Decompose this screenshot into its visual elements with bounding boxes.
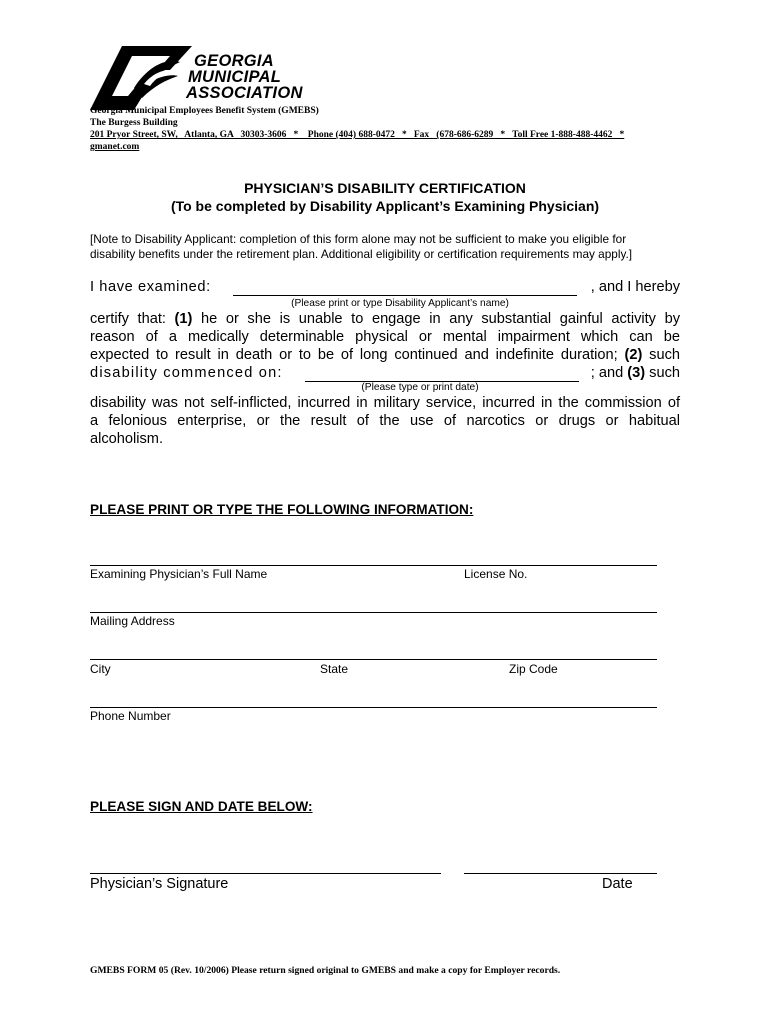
phone-number-line[interactable] — [90, 707, 657, 708]
applicant-name-field[interactable] — [233, 279, 577, 296]
commenced-prefix: disability commenced on: — [90, 365, 283, 381]
disability-date-caption: (Please type or print date) — [361, 382, 479, 393]
form-title: PHYSICIAN’S DISABILITY CERTIFICATION — [244, 180, 526, 196]
commenced-suffix: ; and (3) such — [590, 365, 680, 381]
website-link[interactable]: gmanet.com — [90, 142, 140, 152]
city-state-zip-line[interactable] — [90, 659, 657, 660]
mailing-address-line[interactable] — [90, 612, 657, 613]
license-label: License No. — [464, 567, 528, 581]
signature-line[interactable] — [90, 873, 441, 874]
mailing-address-label: Mailing Address — [90, 614, 175, 628]
certify-line-1: certify that: (1) he or she is unable to engage in any substantial gainful activity by — [90, 311, 680, 327]
phone-number-label: Phone Number — [90, 709, 171, 723]
applicant-note — [90, 232, 682, 262]
info-section-heading: PLEASE PRINT OR TYPE THE FOLLOWING INFORMATION: — [90, 502, 474, 517]
org-name: Georgia Municipal Employees Benefit System (GMEBS) — [90, 106, 319, 116]
certify-line-3: expected to result in death or to be of long continued and indefinite duration; (2) such — [90, 347, 680, 363]
certify-line-2: reason of a medically determinable physical or mental impairment which can be — [90, 329, 680, 345]
form-subtitle: (To be completed by Disability Applicant’s Examining Physician) — [170, 198, 600, 214]
sign-section-heading: PLEASE SIGN AND DATE BELOW: — [90, 799, 313, 814]
date-label: Date — [602, 876, 633, 892]
physician-name-line[interactable] — [90, 565, 657, 566]
p2-line-1: disability was not self-inflicted, incurred in military service, incurred in the commission of — [90, 395, 680, 411]
signature-label: Physician’s Signature — [90, 876, 229, 892]
form-footer: GMEBS FORM 05 (Rev. 10/2006) Please return signed original to GMEBS and make a copy for Employer records. — [90, 965, 561, 976]
date-line[interactable] — [464, 873, 657, 874]
applicant-name-caption: (Please print or type Disability Applicant’s name) — [291, 298, 509, 309]
logo-line-3: ASSOCIATION — [186, 84, 303, 102]
state-label: State — [320, 662, 349, 676]
note-line-2: disability benefits under the retirement plan. Additional eligibility or certification requirements may apply.] — [90, 247, 633, 261]
building-name: The Burgess Building — [90, 118, 178, 128]
gma-logo-mark — [88, 44, 198, 114]
physician-name-label: Examining Physician’s Full Name — [90, 567, 268, 581]
zip-code-label: Zip Code — [509, 662, 558, 676]
note-line-1: [Note to Disability Applicant: completion of this form alone may not be sufficient to make you eligible for — [90, 232, 627, 246]
logo-text — [186, 53, 303, 101]
address-line: 201 Pryor Street, SW, Atlanta, GA 30303-3606 * Phone (404) 688-0472 * Fax (678-686-6289 * Toll Free 1-888-488-4462 * — [90, 130, 625, 140]
examined-prefix: I have examined: — [90, 279, 211, 295]
p2-line-3: alcoholism. — [90, 431, 163, 447]
logo-line-1: GEORGIA — [194, 52, 275, 70]
logo-line-2: MUNICIPAL — [188, 68, 282, 86]
examined-suffix: , and I hereby — [590, 279, 680, 295]
certification-paragraph — [90, 278, 680, 448]
city-label: City — [90, 662, 111, 676]
p2-line-2: a felonious enterprise, or the result of the use of narcotics or drugs or habitual — [90, 413, 680, 429]
